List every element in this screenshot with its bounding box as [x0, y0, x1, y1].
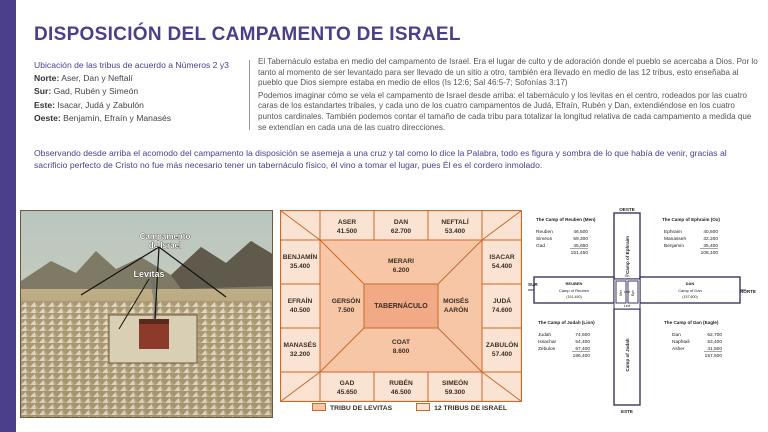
tribe-bottom-3-name: SIMEÓN — [441, 380, 469, 387]
tribe-left-1-name: BENJAMÍN — [282, 254, 318, 261]
tribe-bottom-1-count: 45.650 — [336, 389, 358, 396]
tribe-top-1-name: ASER — [337, 219, 357, 226]
map-center-right: Eph — [631, 289, 635, 297]
levite-east-count: AARÓN — [443, 307, 469, 314]
levite-west-count: 7.500 — [337, 307, 355, 314]
map-dan-row2-name: Naphtali — [672, 340, 690, 345]
description-paragraph-1: El Tabernáculo estaba en medio del campamento de Israel. Era el lugar de culto y de adoración donde el pueblo se acercaba a Dios. Por lo tanto al momento de ser levantado para ser llevado de un sitio a otro, también era llevado en medio de las 12 tribus, esto enseñaba al pueblo que Dios siempre estaba en medio de ellos (Is 12:6; Sal 46:5-7; Sofonías 3:17) — [258, 57, 758, 88]
camp-painting-image — [21, 211, 273, 418]
map-dan-row1-name: Dan — [672, 333, 681, 338]
map-ephraim-row2-name: Manasseh — [664, 237, 687, 242]
map-bar-dan-line3: (157,600) — [682, 295, 698, 299]
map-ephraim-total: 108,100 — [700, 251, 718, 256]
map-judah-total: 186,400 — [572, 354, 590, 359]
painting-label-camp-line1: Campamento — [139, 232, 191, 241]
tribe-top-3-count: 53.400 — [444, 228, 466, 235]
summary-row-north: Norte: Aser, Dan y Neftalí — [34, 73, 133, 84]
painting-label-camp-line2: de Israel — [148, 241, 182, 250]
tribe-bottom-2-count: 46.500 — [390, 389, 412, 396]
map-ephraim-row3-name: Benjamin — [664, 244, 684, 249]
map-ephraim-row1-num: 40,500 — [703, 230, 718, 235]
tabernacle-label: TABERNÁCULO — [374, 303, 428, 310]
tribe-diagram-legend — [312, 403, 529, 412]
map-center-mid: Levi — [623, 290, 631, 294]
levite-south-count: 8.600 — [392, 348, 410, 355]
map-ephraim-title: The Camp of Ephraim (Ox) — [662, 217, 720, 222]
map-bar-dan-line2: Camp of Dan — [678, 288, 702, 293]
map-ephraim-row1-name: Ephraim — [664, 230, 682, 235]
tribe-left-2-name: EFRAÍN — [287, 298, 313, 305]
map-judah-row1-num: 74,600 — [575, 333, 590, 338]
summary-row-east: Este: Isacar, Judá y Zabulón — [34, 99, 144, 110]
map-dan-row3-num: 41,500 — [707, 347, 722, 352]
tribe-bottom-1-name: GAD — [339, 380, 355, 387]
map-judah-row3-name: Zebulon — [538, 347, 556, 352]
highlight-paragraph: Observando desde arriba el acomodo del campamento la disposición se asemeja a una cruz y tal como lo dice la Palabra, todo es figura y sombra de lo que había de venir, gracias al sacrificio perfecto de Cristo no fue más necesario tener un tabernáculo físico, él vino a tomar el lugar, pues Él es el cordero inmolado. — [34, 148, 727, 171]
map-bar-reuben-line2: Camp of Reuben — [558, 288, 590, 293]
map-dir-norte: NORTE — [739, 289, 756, 294]
levite-north-count: 6.200 — [392, 267, 410, 274]
description-paragraph-2: Podemos imaginar cómo se vela el campamento de Israel desde arriba: el tabernáculo y los levitas en el centro, rodeados por las cuatro caras de los estandartes tribales, y cada uno de los cuatro campamentos de Judá, Efraín, Rubén y Dan, extendiéndose en los cuatro puntos cardinales. También podemos contar el tamaño de cada tribu para totalizar la longitud relativa de cada campamento a medida que se extendían en cada una de las cuatro direcciones. — [258, 90, 752, 132]
map-reuben-row1-name: Reuben — [536, 230, 553, 235]
tribe-left-3-name: MANASÉS — [283, 342, 317, 349]
map-ephraim-row3-num: 35,400 — [703, 244, 718, 249]
map-bar-reuben-line3: (151,450) — [566, 295, 582, 299]
summary-row-south: Sur: Gad, Rubén y Simeón — [34, 86, 139, 97]
legend-swatch-tribes — [416, 403, 430, 411]
tribe-arrangement-diagram — [280, 210, 522, 402]
legend-item-tribes: 12 TRIBUS DE ISRAEL — [416, 405, 507, 412]
tribe-location-summary — [34, 59, 244, 125]
camp-cross-map — [528, 205, 758, 415]
map-judah-row1-name: Judah — [538, 333, 552, 338]
tribe-right-3-name: ZABULÓN — [485, 342, 519, 349]
map-center-bottom: Levi — [623, 304, 631, 308]
map-reuben-title: The Camp of Reuben (Men) — [536, 217, 596, 222]
map-judah-row3-num: 57,400 — [575, 347, 590, 352]
painting-label-levites: Levitas — [133, 269, 165, 279]
map-reuben-row2-num: 59,300 — [573, 237, 588, 242]
map-dan-title: The Camp of Dan (Eagle) — [664, 320, 719, 325]
map-reuben-row3-name: Gad — [536, 244, 546, 249]
map-dan-row2-num: 53,400 — [707, 340, 722, 345]
map-dan-row1-num: 62,700 — [707, 333, 722, 338]
map-dan-total: 157,600 — [704, 354, 722, 359]
map-dir-sur: SUR — [528, 282, 538, 287]
map-reuben-row2-name: Simeon — [536, 237, 553, 242]
map-center-top: Gh — [624, 274, 630, 278]
tribe-left-3-count: 32.200 — [289, 351, 311, 358]
map-bar-judah-label: Camp of Judah — [625, 338, 630, 372]
column-divider — [249, 60, 250, 130]
tribe-right-1-count: 54.400 — [491, 263, 513, 270]
camp-painting — [20, 210, 273, 418]
legend-swatch-levites — [312, 403, 326, 411]
map-judah-row2-num: 54,400 — [575, 340, 590, 345]
levite-north-name: MERARI — [387, 258, 415, 265]
map-bar-ephraim-label: Camp of Ephraim — [625, 235, 630, 275]
tribe-top-3-name: NEFTALÍ — [441, 219, 469, 226]
tribe-bottom-2-name: RUBÉN — [389, 380, 413, 387]
tribe-top-2-name: DAN — [393, 219, 409, 226]
tribe-top-2-count: 62.700 — [390, 228, 412, 235]
tribe-right-3-count: 57.400 — [491, 351, 513, 358]
map-dan-row3-name: Asher — [672, 347, 685, 352]
map-ephraim-row2-num: 32,200 — [703, 237, 718, 242]
map-dir-oeste: OESTE — [619, 207, 635, 212]
map-reuben-total: 151,450 — [570, 251, 588, 256]
summary-lead: Ubicación de las tribus de acuerdo a Números 2 y3 — [34, 60, 229, 70]
map-reuben-row1-num: 46,500 — [573, 230, 588, 235]
tabernacle-description — [258, 57, 758, 133]
levite-south-name: COAT — [391, 339, 411, 346]
sidebar-accent-bar — [0, 0, 16, 432]
levite-east-name: MOISÉS — [443, 298, 469, 305]
tribe-left-2-count: 40.500 — [289, 307, 311, 314]
summary-row-west: Oeste: Benjamín, Efraín y Manasés — [34, 112, 172, 123]
map-reuben-row3-num: 45,650 — [573, 244, 588, 249]
levite-west-name: GERSÓN — [331, 298, 361, 305]
page-title: DISPOSICIÓN DEL CAMPAMENTO DE ISRAEL — [34, 24, 461, 45]
tribe-right-2-count: 74.600 — [491, 307, 513, 314]
tribe-top-1-count: 41.500 — [336, 228, 358, 235]
legend-item-levites: TRIBU DE LEVITAS — [312, 405, 392, 412]
tribe-right-1-name: ISACAR — [489, 254, 515, 261]
map-bar-dan-line1: DAN — [685, 281, 695, 286]
tribe-bottom-3-count: 59.300 — [444, 389, 466, 396]
map-judah-row2-name: Issachar — [538, 340, 557, 345]
map-center-left: Mer — [619, 290, 623, 296]
tribe-right-2-name: JUDÁ — [493, 298, 511, 305]
map-judah-title: The Camp of Judah (Lion) — [538, 320, 595, 325]
map-bar-reuben-line1: REUBEN — [565, 281, 583, 286]
map-dir-este: ESTE — [621, 409, 633, 414]
tribe-left-1-count: 35.400 — [289, 263, 311, 270]
